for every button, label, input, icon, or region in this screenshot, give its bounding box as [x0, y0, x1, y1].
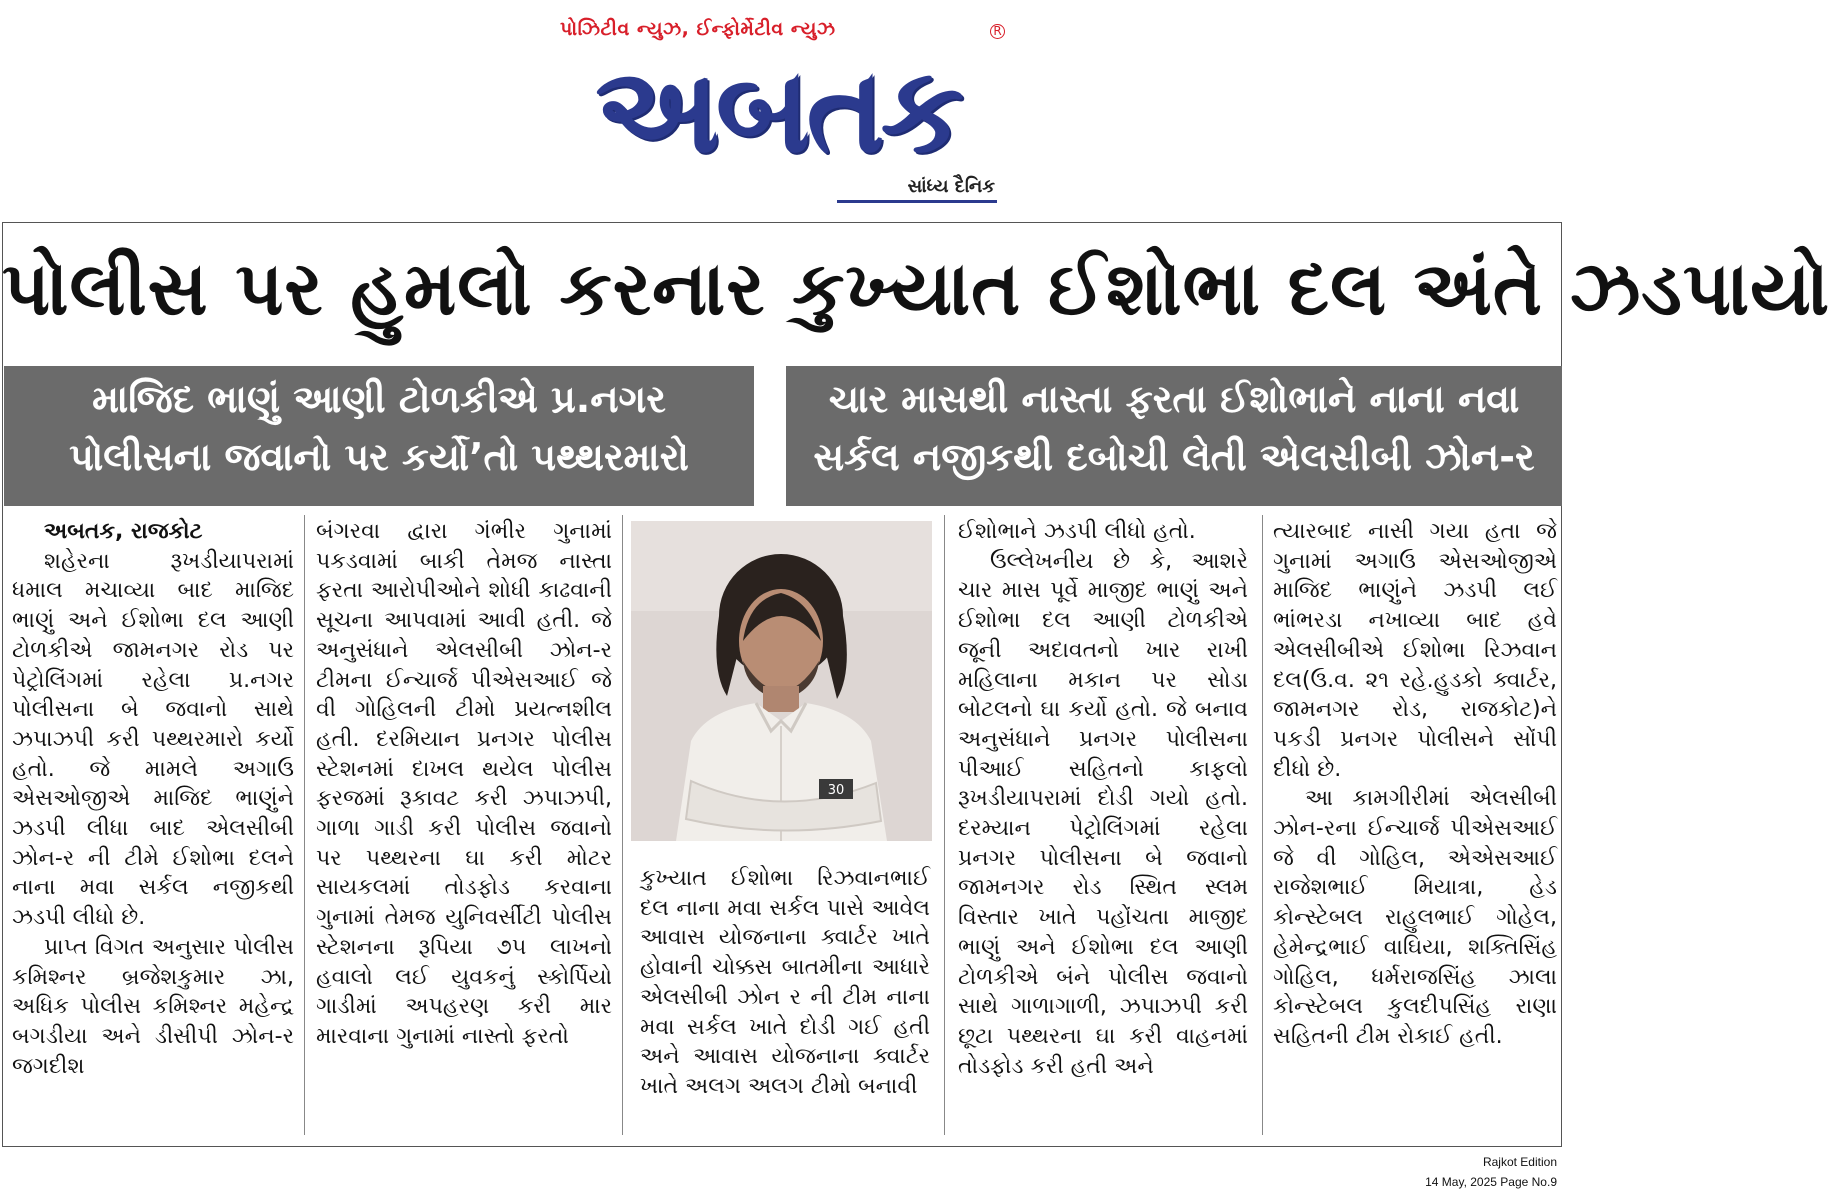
subhead-right-line-2: સર્કલ નજીકથી દબોચી લેતી એલસીબી ઝોન-ર	[813, 435, 1535, 479]
masthead-subtitle: સાંધ્ય દૈનિક	[907, 176, 995, 197]
article-column-2	[316, 517, 612, 1137]
paragraph: આ કામગીરીમાં એલસીબી ઝોન-રના ઈન્ચાર્જ પીએસઆઈ જે વી ગોહિલ, એએસઆઈ રાજેશભાઈ મિયાત્રા, હેડ કોન્સ્ટેબલ રાહુલભાઈ ગોહેલ, હેમેન્દ્રભાઈ વાઘિયા, શક્તિસિંહ ગોહિલ, ધર્મરાજસિંહ ઝાલા કોન્સ્ટેબલ કુલદીપસિંહ રાણા સહિતની ટીમ રોકાઈ હતી.	[1273, 786, 1557, 1049]
edition-name: Rajkot Edition	[1482, 1155, 1557, 1169]
column-divider	[944, 515, 945, 1135]
paragraph: ઉલ્લેખનીય છે કે, આશરે ચાર માસ પૂર્વે માજીદ ભાણું અને ઈશોભા દલ આણી ટોળકીએ જૂની અદાવતનો ખાર રાખી મહિલાના મકાન પર સોડા બોટલનો ઘા કર્યો હતો. જે બનાવ અનુસંધાને પ્રનગર પોલીસના પીઆઈ સહિતનો કાફલો રૂખડીયાપરામાં દોડી ગયો હતો. દરમ્યાન પેટ્રોલિંગમાં રહેલા પ્રનગર પોલીસના બે જવાનો જામનગર રોડ સ્થિત સ્લમ વિસ્તાર ખાતે પહોંચતા માજીદ ભાણું અને ઈશોભા દલ આણી ટોળકીએ બંને પોલીસ જવાનો સાથે ગાળાગાળી, ઝપાઝપી કરી છૂટા પથ્થરના ઘા કરી વાહનમાં તોડફોડ કરી હતી અને	[958, 548, 1248, 1079]
column-divider	[1262, 515, 1263, 1135]
page-headline: પોલીસ પર હુમલો કરનાર કુખ્યાત ઈશોભા દલ અંતે ઝડપાયો	[2, 246, 1830, 332]
subhead-left	[4, 366, 754, 506]
shirt-tag-number: 30	[827, 783, 845, 798]
column-divider	[622, 515, 623, 1135]
subhead-left-line-2: પોલીસના જવાનો પર કર્યો’તો પથ્થરમારો	[69, 435, 689, 479]
edition-date-page: 14 May, 2025 Page No.9	[1425, 1175, 1557, 1189]
paragraph: શહેરના રૂખડીયાપરામાં ધમાલ મચાવ્યા બાદ માજિદ ભાણું અને ઈશોભા દલ આણી ટોળકીએ જામનગર રોડ પર પેટ્રોલિંગમાં રહેલા પ્ર.નગર પોલીસના બે જવાનો સાથે ઝપાઝપી કરી પથ્થરમારો કર્યો હતો. જે મામલે અગાઉ એસઓજીએ માજિદ ભાણુંને ઝડપી લીધા બાદ એલસીબી ઝોન-ર ની ટીમે ઈશોભા દલને નાના મવા સર્કલ નજીકથી ઝડપી લીધો છે.	[12, 548, 294, 931]
subhead-right-line-1: ચાર માસથી નાસ્તા ફરતા ઈશોભાને નાના નવા	[828, 377, 1520, 421]
article-column-5	[1273, 517, 1557, 1137]
column-divider	[304, 515, 305, 1135]
newspaper-logo: અબતક	[595, 41, 960, 179]
subhead-right	[786, 366, 1562, 506]
article-column-4	[958, 517, 1248, 1137]
paragraph: પ્રાપ્ત વિગત અનુસાર પોલીસ કમિશ્નર બ્રજેશકુમાર ઝા, અધિક પોલીસ કમિશ્નર મહેન્દ્ર બગડીયા અને ડીસીપી ઝોન-ર જગદીશ	[12, 934, 294, 1079]
paragraph: ઈશોભાને ઝડપી લીધો હતો.	[958, 519, 1196, 544]
dateline: અબતક, રાજકોટ	[44, 519, 203, 544]
accused-photo	[631, 521, 932, 841]
caption-text: કુખ્યાત ઈશોભા રિઝવાનભાઈ દલ નાના મવા સર્કલ પાસે આવેલ આવાસ યોજનાના ક્વાર્ટર ખાતે હોવાની ચોક્કસ બાતમીના આધારે એલસીબી ઝોન ર ની ટીમ નાના મવા સર્કલ ખાતે દોડી ગઈ હતી અને આવાસ યોજનાના ક્વાર્ટર ખાતે અલગ અલગ ટીમો બનાવી	[640, 866, 930, 1099]
edition-info	[1425, 1152, 1557, 1192]
paragraph: બંગરવા દ્વારા ગંભીર ગુનામાં પકડવામાં બાકી તેમજ નાસ્તા ફરતા આરોપીઓને શોધી કાઢવાની સૂચના આપવામાં આવી હતી. જે અનુસંધાને એલસીબી ઝોન-ર ટીમના ઈન્ચાર્જ પીએસઆઈ જે વી ગોહિલની ટીમો પ્રયત્નશીલ હતી. દરમિયાન પ્રનગર પોલીસ સ્ટેશનમાં દાખલ થયેલ પોલીસ ફરજમાં રૂકાવટ કરી ઝપાઝપી, ગાળા ગાડી કરી પોલીસ જવાનો પર પથ્થરના ઘા કરી મોટર સાયકલમાં તોડફોડ કરવાના ગુનામાં તેમજ યુનિવર્સીટી પોલીસ સ્ટેશનના રૂપિયા ૭૫ લાખનો હવાલો લઈ યુવકનું સ્કોર્પિયો ગાડીમાં અપહરણ કરી માર મારવાના ગુનામાં નાસ્તો ફરતો	[316, 519, 612, 1049]
person-portrait-image	[631, 521, 932, 841]
masthead-tagline: પોઝિટીવ ન્યુઝ, ઈન્ફોર્મેટીવ ન્યુઝ	[560, 18, 836, 40]
masthead	[555, 18, 1005, 208]
article-column-1	[12, 517, 294, 1137]
subhead-left-line-1: માજિદ ભાણું આણી ટોળકીએ પ્ર.નગર	[92, 377, 666, 421]
paragraph: ત્યારબાદ નાસી ગયા હતા જે ગુનામાં અગાઉ એસઓજીએ માજિદ ભાણુંને ઝડપી લઈ ભાંભરડા નખાવ્યા બાદ હવે એલસીબીએ ઈશોભા રિઝવાન દલ(ઉ.વ. ૨૧ રહે.હુડકો ક્વાર્ટર, જામનગર રોડ, રાજકોટ)ને પકડી પ્રનગર પોલીસને સોંપી દીધો છે.	[1273, 519, 1557, 782]
photo-caption	[640, 864, 930, 1134]
masthead-underline	[837, 200, 997, 203]
registered-mark: R	[990, 24, 1005, 39]
